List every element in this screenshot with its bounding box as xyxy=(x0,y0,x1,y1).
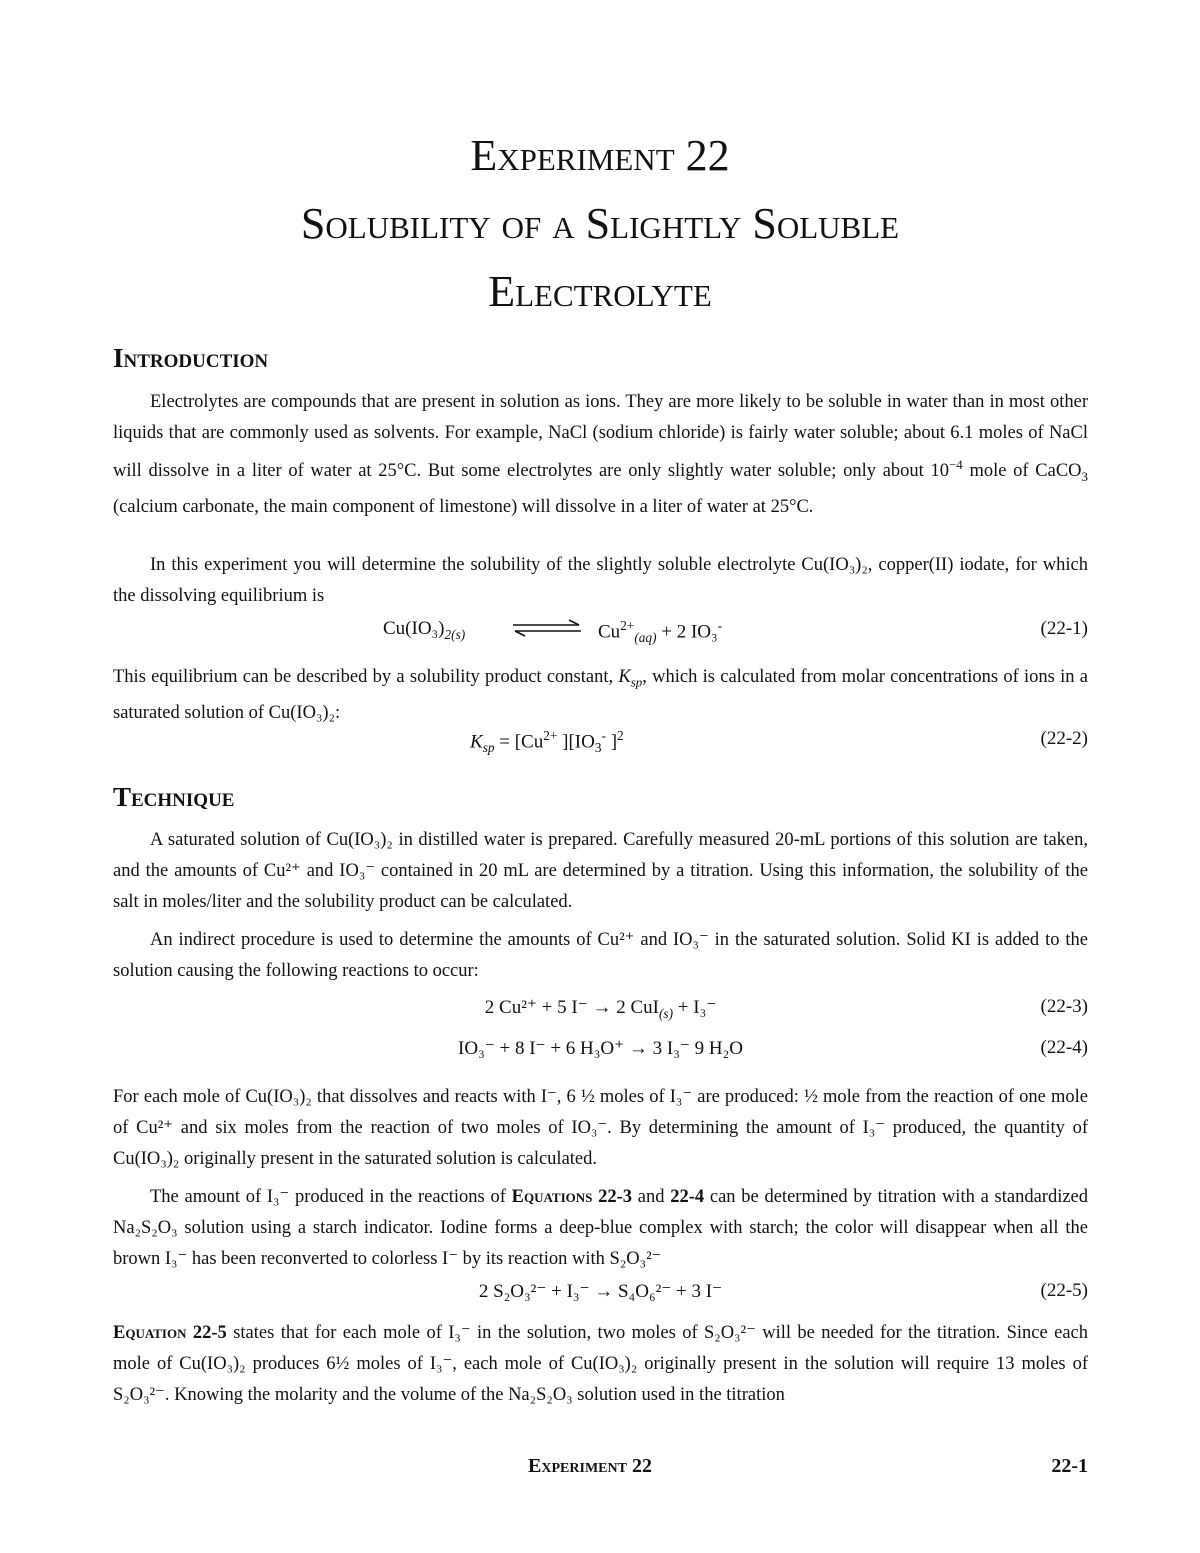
page-footer xyxy=(0,1455,1200,1485)
footer-label: Experiment 22 xyxy=(528,1455,652,1477)
technique-paragraph-1: A saturated solution of Cu(IO₃)₂ in distilled water is prepared. Carefully measured 20-mL portions of this solution are taken, and the amounts of Cu²⁺ and IO₃⁻ contained in 20 mL are determined by a titration. Using this information, the solubility of the salt in moles/liter and the solubility product can be calculated. xyxy=(113,830,1088,912)
equation-22-4: IO₃⁻ + 8 I⁻ + 6 H₃O⁺ → 3 I₃⁻ 9 H₂O (22-4) xyxy=(458,1037,1088,1059)
equation-22-1: $Cu(IO_3)_{2(s)}$ $Cu^{2+}_{(aq)} + 2$ IO₃- (22-1) xyxy=(383,618,1088,646)
title-line-2: Solubility of a Slightly Soluble xyxy=(300,199,900,248)
introduction-heading: Introduction xyxy=(113,343,269,373)
title-line-3: Electrolyte xyxy=(488,267,712,316)
equilibrium-arrow-icon xyxy=(511,617,583,639)
intro-paragraph-2: In this experiment you will determine the solubility of the slightly soluble electrolyte Cu(IO₃)₂, copper(II) iodate, for which the dissolving equilibrium is xyxy=(113,555,1088,606)
equation-22-3: 2 Cu²⁺ + 5 I⁻ → 2 CuI$_{(s)}$ + I₃⁻ (22-3) xyxy=(484,996,1088,1021)
title-line-1: Experiment 22 xyxy=(470,131,730,180)
intro-paragraph-3: This equilibrium can be described by a solubility product constant, $K_{sp}$, which is calculated from molar concentrations of ions in a saturated solution of Cu(IO₃)₂: xyxy=(113,667,1088,723)
intro-paragraph-1: Electrolytes are compounds that are present in solution as ions. They are more likely to be soluble in water than in most other liquids that are commonly used as solvents. For example, NaCl (sodium chloride) is fairly water soluble; about 6.1 moles of NaCl will dissolve in a liter of water at 25°C. But some electrolytes are only slightly water soluble; only about $10^{-4}$ mole of CaCO$_3$ (calcium carbonate, the main component of limestone) will dissolve in a liter of water at 25°C. xyxy=(113,392,1089,517)
page-number: 22-1 xyxy=(1051,1455,1088,1477)
equation-22-2: $K_{sp} = [Cu^{2+}$ ][$IO_3^-$ ]$^2$ (22-2) xyxy=(470,728,1088,756)
document-title xyxy=(0,122,1200,326)
technique-paragraph-5: Equation 22-5 states that for each mole of I₃⁻ in the solution, two moles of S₂O₃²⁻ will be needed for the titration. Since each mole of Cu(IO₃)₂ produces 6½ moles of I₃⁻, each mole of Cu(IO₃)₂ originally present in the solution will require 13 moles of S₂O₃²⁻. Knowing the molarity and the volume of the Na₂S₂O₃ solution used in the titration xyxy=(113,1323,1088,1405)
technique-paragraph-2: An indirect procedure is used to determine the amounts of Cu²⁺ and IO₃⁻ in the saturated solution. Solid KI is added to the solution causing the following reactions to occur: xyxy=(113,930,1088,981)
equation-22-5: 2 S₂O₃²⁻ + I₃⁻ → S₄O₆²⁻ + 3 I⁻ (22-5) xyxy=(478,1280,1088,1302)
technique-paragraph-4: The amount of I₃⁻ produced in the reactions of Equations 22-3 and 22-4 can be determined by titration with a standardized Na₂S₂O₃ solution using a starch indicator. Iodine forms a deep-blue complex with starch; the color will disappear when all the brown I₃⁻ has been reconverted to colorless I⁻ by its reaction with S₂O₃²⁻ xyxy=(113,1187,1089,1269)
technique-paragraph-3: For each mole of Cu(IO₃)₂ that dissolves and reacts with I⁻, 6 ½ moles of I₃⁻ are produced: ½ mole from the reaction of one mole of Cu²⁺ and six moles from the reaction of two moles of IO₃⁻. By determining the amount of I₃⁻ produced, the quantity of Cu(IO₃)₂ originally present in the saturated solution is calculated. xyxy=(113,1087,1088,1169)
technique-heading: Technique xyxy=(113,782,235,812)
